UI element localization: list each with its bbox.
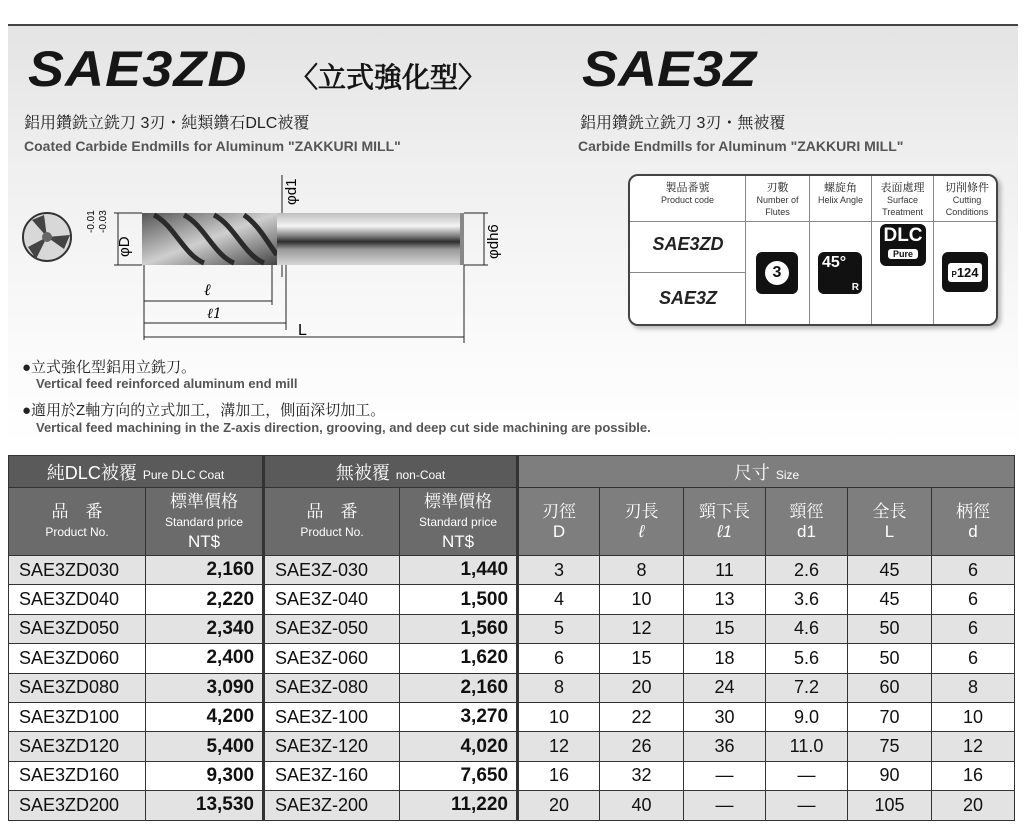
product-no-dlc: SAE3ZD030	[9, 556, 146, 585]
cell-L: 75	[848, 732, 932, 761]
col-header-ell1: 頸下長 ℓ1	[684, 488, 766, 556]
col-header-price-noncoat: 標準價格 Standard price NT$	[400, 488, 518, 556]
product-title-sae3zd: SAE3ZD	[28, 41, 248, 97]
product-no-noncoat: SAE3Z-040	[264, 585, 400, 614]
label-ell1: ℓ1	[207, 306, 222, 322]
cell-D: 12	[518, 732, 600, 761]
cell-d: 8	[932, 673, 1015, 702]
group-header-size: 尺寸 Size	[518, 456, 1015, 488]
cell-d1: 3.6	[766, 585, 848, 614]
table-row	[9, 614, 1015, 643]
bullet-2-en: Vertical feed machining in the Z-axis direction, grooving, and deep cut side machining are possible.	[36, 420, 651, 435]
endmill-diagram	[14, 165, 514, 350]
price-dlc: 5,400	[146, 732, 264, 761]
label-tol-upper: -0.01	[86, 210, 97, 233]
price-dlc: 9,300	[146, 761, 264, 790]
table-row	[9, 732, 1015, 761]
cell-D: 8	[518, 673, 600, 702]
table-row	[9, 702, 1015, 731]
price-dlc: 2,400	[146, 644, 264, 673]
product-no-dlc: SAE3ZD100	[9, 702, 146, 731]
cell-d1: 11.0	[766, 732, 848, 761]
cell-L: 105	[848, 791, 932, 820]
dlc-coating-icon: DLC Pure	[880, 224, 926, 266]
bullet-2-zh: ●適用於Z軸方向的立式加工，溝加工，側面深切加工。	[22, 402, 386, 419]
cell-ell1: —	[684, 761, 766, 790]
price-noncoat: 1,440	[400, 556, 518, 585]
cell-L: 90	[848, 761, 932, 790]
cell-ell: 12	[600, 614, 684, 643]
product-no-dlc: SAE3ZD080	[9, 673, 146, 702]
cell-ell: 8	[600, 556, 684, 585]
spec-header-helix-en: Helix Angle	[817, 195, 864, 205]
col-header-d: 柄徑 d	[932, 488, 1015, 556]
cell-D: 5	[518, 614, 600, 643]
price-noncoat: 4,020	[400, 732, 518, 761]
right-description-zh: 鋁用鑽銑立銑刀 3刃・無被覆	[580, 115, 786, 132]
col-header-product-dlc: 品 番 Product No.	[9, 488, 146, 556]
cell-d: 16	[932, 761, 1015, 790]
cell-d1: 2.6	[766, 556, 848, 585]
cell-ell: 20	[600, 673, 684, 702]
helix-angle-icon: 45° R	[818, 252, 862, 294]
product-no-noncoat: SAE3Z-050	[264, 614, 400, 643]
label-phi-d-h6: φdh6	[485, 224, 502, 259]
cell-d: 6	[932, 585, 1015, 614]
spec-header-product-en: Product code	[660, 195, 715, 205]
cell-ell: 40	[600, 791, 684, 820]
cell-ell1: 24	[684, 673, 766, 702]
cell-d: 6	[932, 614, 1015, 643]
product-no-noncoat: SAE3Z-120	[264, 732, 400, 761]
cell-ell: 15	[600, 644, 684, 673]
product-no-noncoat: SAE3Z-100	[264, 702, 400, 731]
price-noncoat: 3,270	[400, 702, 518, 731]
product-no-dlc: SAE3ZD040	[9, 585, 146, 614]
flutes-icon: 3	[756, 252, 798, 294]
price-noncoat: 11,220	[400, 791, 518, 820]
price-noncoat: 1,500	[400, 585, 518, 614]
left-description-zh: 鋁用鑽銑立銑刀 3刃・純類鑽石DLC被覆	[24, 115, 310, 132]
cell-d1: 7.2	[766, 673, 848, 702]
label-phi-d1: φd1	[283, 178, 300, 205]
cell-L: 60	[848, 673, 932, 702]
product-no-noncoat: SAE3Z-060	[264, 644, 400, 673]
cell-D: 4	[518, 585, 600, 614]
cell-d1: 4.6	[766, 614, 848, 643]
spec-header-surface-en: Surface Treatment	[882, 195, 923, 217]
left-description-en: Coated Carbide Endmills for Aluminum "ZAKKURI MILL"	[24, 138, 401, 154]
cell-d: 12	[932, 732, 1015, 761]
col-header-D: 刃徑 D	[518, 488, 600, 556]
spec-header-helix-zh: 螺旋角	[824, 182, 857, 194]
table-row	[9, 556, 1015, 585]
product-no-noncoat: SAE3Z-080	[264, 673, 400, 702]
price-dlc: 3,090	[146, 673, 264, 702]
cell-d: 6	[932, 556, 1015, 585]
spec-header-product-zh: 製品番號	[665, 182, 710, 194]
cell-D: 20	[518, 791, 600, 820]
cell-d1: —	[766, 761, 848, 790]
spec-header-cutting-en: Cutting Conditions	[945, 195, 989, 217]
cell-d: 6	[932, 644, 1015, 673]
price-dlc: 2,160	[146, 556, 264, 585]
spec-header-cutting-zh: 切削條件	[945, 182, 989, 194]
product-table	[8, 455, 1015, 821]
cell-D: 3	[518, 556, 600, 585]
label-tol-lower: -0.03	[98, 210, 109, 233]
cell-d1: 5.6	[766, 644, 848, 673]
cell-ell1: 36	[684, 732, 766, 761]
product-no-dlc: SAE3ZD120	[9, 732, 146, 761]
spec-col-flutes	[746, 176, 810, 324]
spec-header-surface-zh: 表面處理	[880, 182, 925, 194]
cell-ell1: —	[684, 791, 766, 820]
table-row	[9, 673, 1015, 702]
price-noncoat: 1,560	[400, 614, 518, 643]
table-row	[9, 761, 1015, 790]
spec-code-sae3zd: SAE3ZD	[652, 234, 724, 254]
price-noncoat: 7,650	[400, 761, 518, 790]
price-dlc: 2,220	[146, 585, 264, 614]
table-row	[9, 644, 1015, 673]
group-header-noncoat: 無被覆 non-Coat	[264, 456, 518, 488]
cell-D: 16	[518, 761, 600, 790]
col-header-L: 全長 L	[848, 488, 932, 556]
table-row	[9, 791, 1015, 820]
bullet-1-zh: ●立式強化型鋁用立銑刀。	[22, 359, 197, 376]
cell-ell: 10	[600, 585, 684, 614]
end-view-icon	[23, 213, 71, 261]
cell-d1: 9.0	[766, 702, 848, 731]
spec-col-helix	[810, 176, 872, 324]
spec-code-sae3z: SAE3Z	[658, 288, 718, 308]
col-header-price-dlc: 標準價格 Standard price NT$	[146, 488, 264, 556]
product-no-dlc: SAE3ZD050	[9, 614, 146, 643]
product-no-noncoat: SAE3Z-200	[264, 791, 400, 820]
cell-ell1: 11	[684, 556, 766, 585]
cell-ell1: 30	[684, 702, 766, 731]
cell-ell1: 13	[684, 585, 766, 614]
col-header-product-noncoat: 品 番 Product No.	[264, 488, 400, 556]
spec-card	[628, 174, 998, 326]
spec-header-flutes-en: Number of Flutes	[756, 195, 799, 217]
cell-ell1: 18	[684, 644, 766, 673]
cell-d: 10	[932, 702, 1015, 731]
right-description-en: Carbide Endmills for Aluminum "ZAKKURI MILL"	[578, 138, 904, 154]
cell-d1: —	[766, 791, 848, 820]
table-row	[9, 585, 1015, 614]
cell-D: 10	[518, 702, 600, 731]
price-noncoat: 2,160	[400, 673, 518, 702]
cell-L: 70	[848, 702, 932, 731]
bullet-1-en: Vertical feed reinforced aluminum end mill	[36, 376, 298, 391]
product-no-noncoat: SAE3Z-160	[264, 761, 400, 790]
cell-D: 6	[518, 644, 600, 673]
product-no-dlc: SAE3ZD160	[9, 761, 146, 790]
price-noncoat: 1,620	[400, 644, 518, 673]
product-subtitle: 〈立式強化型〉	[290, 62, 487, 93]
cell-L: 50	[848, 614, 932, 643]
cell-ell: 26	[600, 732, 684, 761]
shank-section	[277, 213, 462, 265]
label-L: L	[298, 322, 307, 339]
col-header-d1: 頸徑 d1	[766, 488, 848, 556]
cell-ell: 32	[600, 761, 684, 790]
col-header-ell: 刃長 ℓ	[600, 488, 684, 556]
label-phi-D: φD	[116, 236, 133, 257]
label-ell: ℓ	[204, 280, 211, 299]
price-dlc: 13,530	[146, 791, 264, 820]
cell-d: 20	[932, 791, 1015, 820]
price-dlc: 2,340	[146, 614, 264, 643]
cell-L: 45	[848, 556, 932, 585]
product-title-sae3z: SAE3Z	[582, 41, 757, 97]
spec-header-flutes-zh: 刃數	[766, 182, 789, 194]
product-no-noncoat: SAE3Z-030	[264, 556, 400, 585]
cell-L: 50	[848, 644, 932, 673]
product-no-dlc: SAE3ZD060	[9, 644, 146, 673]
cell-ell: 22	[600, 702, 684, 731]
spec-col-surface	[872, 176, 934, 324]
cell-L: 45	[848, 585, 932, 614]
group-header-dlc: 純DLC被覆 Pure DLC Coat	[9, 456, 264, 488]
cutting-conditions-page-icon[interactable]: P124	[942, 252, 988, 292]
product-no-dlc: SAE3ZD200	[9, 791, 146, 820]
cell-ell1: 15	[684, 614, 766, 643]
price-dlc: 4,200	[146, 702, 264, 731]
spec-col-cutting	[934, 176, 998, 324]
